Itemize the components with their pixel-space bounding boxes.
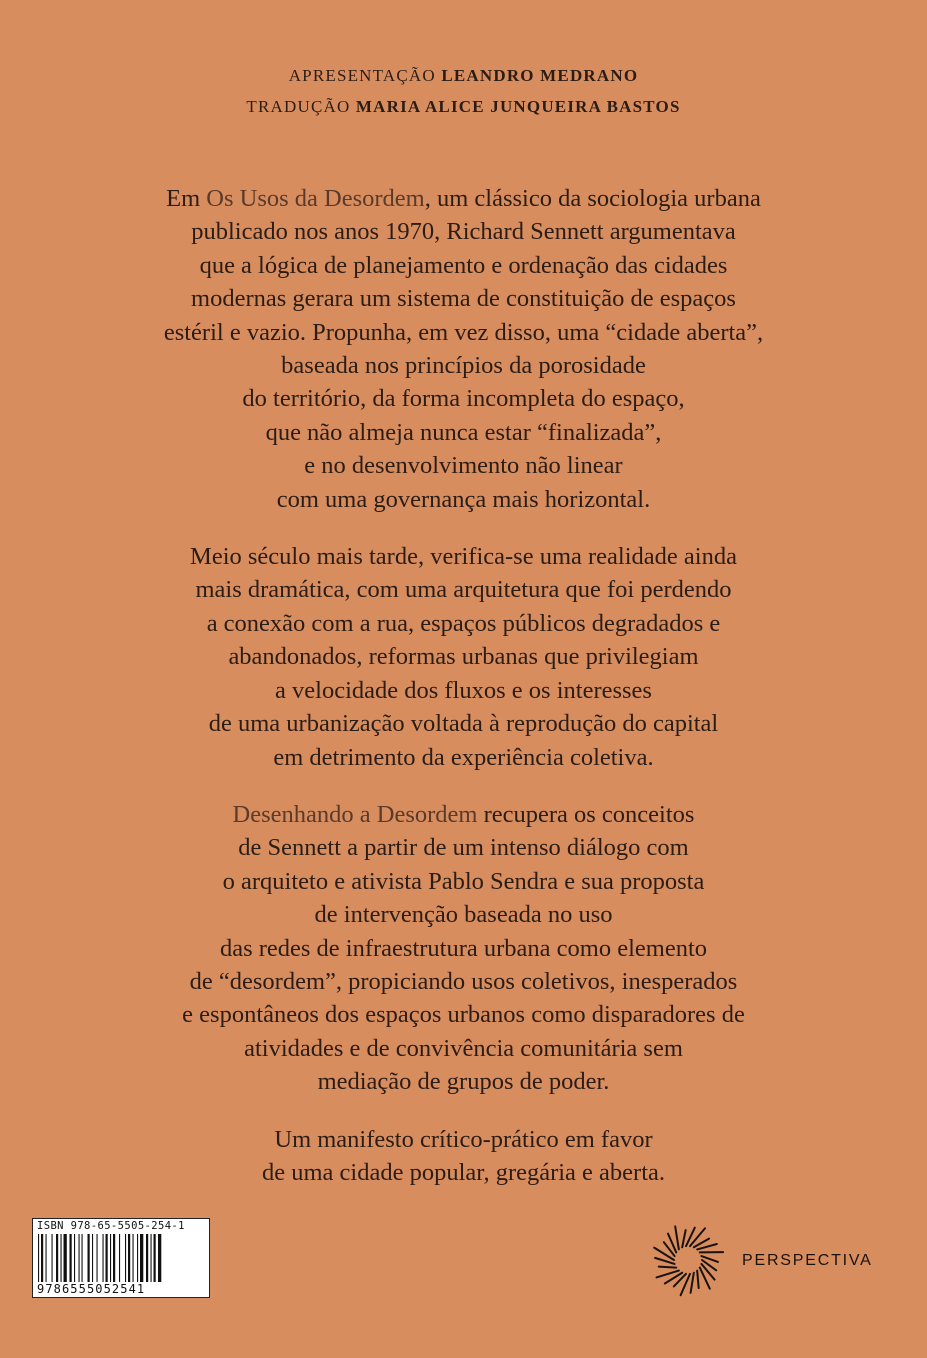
credits <box>0 60 927 122</box>
paragraph-4 <box>60 1123 867 1190</box>
text-run: Em <box>166 185 207 212</box>
credit-person: MARIA ALICE JUNQUEIRA BASTOS <box>355 97 681 116</box>
text-line <box>60 182 867 215</box>
text-line: Meio século mais tarde, verifica-se uma realidade ainda <box>190 543 737 571</box>
text-line: mais dramática, com uma arquitetura que foi perdendo <box>195 576 732 604</box>
text-line: publicado nos anos 1970, Richard Sennett argumentava <box>191 218 736 246</box>
book-title-reference: Os Usos da Desordem <box>206 185 425 212</box>
text-line: e no desenvolvimento não linear <box>304 452 623 480</box>
text-line: com uma governança mais horizontal. <box>276 485 651 513</box>
text-line: que a lógica de planejamento e ordenação das cidades <box>199 251 728 279</box>
isbn-label: ISBN 978-65-5505-254-1 <box>37 1220 185 1232</box>
text-line: e espontâneos dos espaços urbanos como disparadores de <box>182 1001 745 1029</box>
text-line: que não almeja nunca estar “finalizada”, <box>265 418 662 446</box>
text-line: estéril e vazio. Propunha, em vez disso, uma “cidade aberta”, <box>163 318 764 346</box>
paragraph-3 <box>60 798 867 1099</box>
credit-role: TRADUÇÃO <box>246 97 351 116</box>
text-line: Um manifesto crítico-prático em favor <box>274 1125 653 1153</box>
barcode-bars <box>36 1234 206 1284</box>
text-line: atividades e de convivência comunitária sem <box>244 1034 683 1062</box>
text-line: em detrimento da experiência coletiva. <box>273 743 654 771</box>
text-line: modernas gerara um sistema de constituição de espaços <box>191 285 736 313</box>
text-line: de “desordem”, propiciando usos coletivos, inesperados <box>189 967 738 995</box>
text-line: de Sennett a partir de um intenso diálogo com <box>238 834 689 862</box>
text-line: do território, da forma incompleta do espaço, <box>242 385 685 413</box>
text-line <box>60 798 867 831</box>
credit-line-translation <box>0 91 927 122</box>
isbn-barcode <box>32 1218 210 1298</box>
text-line: das redes de infraestrutura urbana como elemento <box>219 934 708 962</box>
synopsis <box>60 182 867 1213</box>
paragraph-1 <box>60 182 867 516</box>
text-line: de uma cidade popular, gregária e aberta. <box>261 1158 666 1186</box>
text-line: mediação de grupos de poder. <box>317 1068 610 1096</box>
text-run: recupera os conceitos <box>477 800 695 828</box>
text-line: baseada nos princípios da porosidade <box>281 352 646 380</box>
text-line: de intervenção baseada no uso <box>314 901 613 929</box>
text-line: de uma urbanização voltada à reprodução do capital <box>208 710 719 738</box>
credit-role: APRESENTAÇÃO <box>288 66 436 85</box>
publisher-logo <box>650 1220 880 1300</box>
credit-person: LEANDRO MEDRANO <box>441 66 639 85</box>
credit-line-presentation <box>0 60 927 91</box>
text-line: abandonados, reformas urbanas que privilegiam <box>228 643 699 671</box>
barcode-digits: 9786555052541 <box>37 1282 146 1296</box>
radial-burst-icon <box>650 1220 740 1300</box>
text-line: o arquiteto e ativista Pablo Sendra e sua proposta <box>222 867 705 895</box>
text-line: a conexão com a rua, espaços públicos degradados e <box>206 609 721 637</box>
publisher-name: PERSPECTIVA <box>742 1252 873 1269</box>
book-title-reference: Desenhando a Desordem <box>232 800 478 828</box>
paragraph-2 <box>60 540 867 774</box>
text-run: , um clássico da sociologia urbana <box>424 185 761 212</box>
text-line: a velocidade dos fluxos e os interesses <box>275 676 652 704</box>
